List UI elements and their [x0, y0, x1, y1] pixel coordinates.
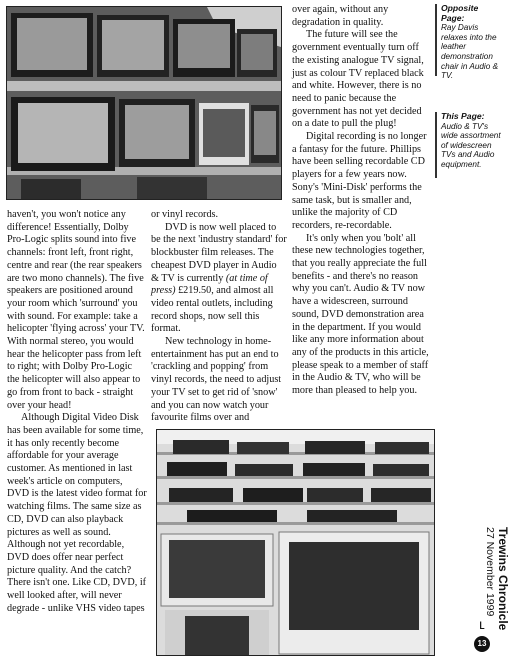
caption-this-page	[441, 112, 503, 170]
caption-text: Audio & TV's wide assortment of widescreen TVs and Audio equipment.	[441, 121, 501, 169]
publication-logo-icon: ʟ	[479, 616, 485, 632]
paragraph: Although Digital Video Disk has been available for some time, it has only recently become affordable for your average customer. As mentioned in last week's article on computers, DVD is the latest video format for watching films. The same size as CD, DVD can also playback pictures as well as sound. Although not yet recordable, DVD does offer near perfect picture quality. And the catch? There isn't one. Like CD, DVD, if well looked after, will never degrade - unlike VHS video tapes	[7, 412, 147, 614]
audio-equipment-photo	[156, 429, 435, 656]
paragraph: It's only when you 'bolt' all these new technologies together, that you really appreciate the full benefits - and there's no reason why you can't. Audio & TV now have a widescreen, surround sound, DVD demonstration area in the department. If you would like any more information about any of the products in this article, please speak to a member of staff in the Audio & TV, who will be more than pleased to help you.	[292, 232, 429, 397]
caption-rule	[435, 4, 437, 76]
audio-equipment-illustration	[157, 430, 434, 655]
caption-rule	[435, 112, 437, 178]
paragraph: or vinyl records.	[151, 209, 219, 220]
paragraph: Digital recording is no longer a fantasy for the future. Phillips have been selling recordable CD players for a few years now. Sony's 'Mini-Disk' performs the same task, but is smaller and, unlike the majority of CD recorders, re-recordable.	[292, 131, 427, 231]
article-column-3	[292, 4, 430, 398]
paragraph: The future will see the government eventually turn off the existing analogue TV signal, just as colour TV replaced black and white. However, there is no need to panic because the government has not yet decided on a date to pull the plug!	[292, 29, 424, 130]
paragraph: haven't, you won't notice any difference! Essentially, Dolby Pro-Logic splits sound into five channels: front left, front right, centre and rear (the rear speakers are two mono channels). The five speakers are positioned around your room which 'surround' you with sound. For example: take a helicopter 'flying across' your TV. With normal stereo, you would hear the helicopter pass from left to right; with Dolby Pro-Logic the helicopter will also appear to go from front to back - straight over your head!	[7, 209, 145, 411]
paragraph: New technology in home-entertainment has put an end to 'crackling and popping' from vinyl records, the need to adjust your TV set to get rid of 'snow' and you can now watch your favourite films over and	[151, 336, 282, 424]
press-note: (at time of press)	[151, 272, 268, 297]
article-column-2	[151, 209, 287, 425]
article-column-1	[7, 209, 147, 616]
paragraph-text: DVD is now well placed to be the next 'industry standard' for blockbuster film releases. The cheapest DVD player in Audio & TV is currently	[151, 221, 287, 284]
issue-date: 27 November 1999	[484, 527, 496, 617]
caption-opposite-page	[441, 4, 503, 81]
tv-display-photo	[6, 6, 282, 200]
paragraph	[151, 222, 287, 336]
tv-display-illustration	[7, 7, 281, 199]
publication-title: Trewins Chronicle	[496, 527, 510, 631]
paragraph: over again, without any degradation in quality.	[292, 4, 389, 28]
paragraph-text: £219.50, and almost all video rental outlets, including record shops, now sell this format.	[151, 285, 274, 335]
caption-heading: This Page:	[441, 111, 485, 121]
caption-heading: Opposite Page:	[441, 3, 479, 23]
page-number: 13	[474, 636, 490, 652]
caption-text: Ray Davis relaxes into the leather demonstration chair in Audio & TV.	[441, 23, 499, 81]
